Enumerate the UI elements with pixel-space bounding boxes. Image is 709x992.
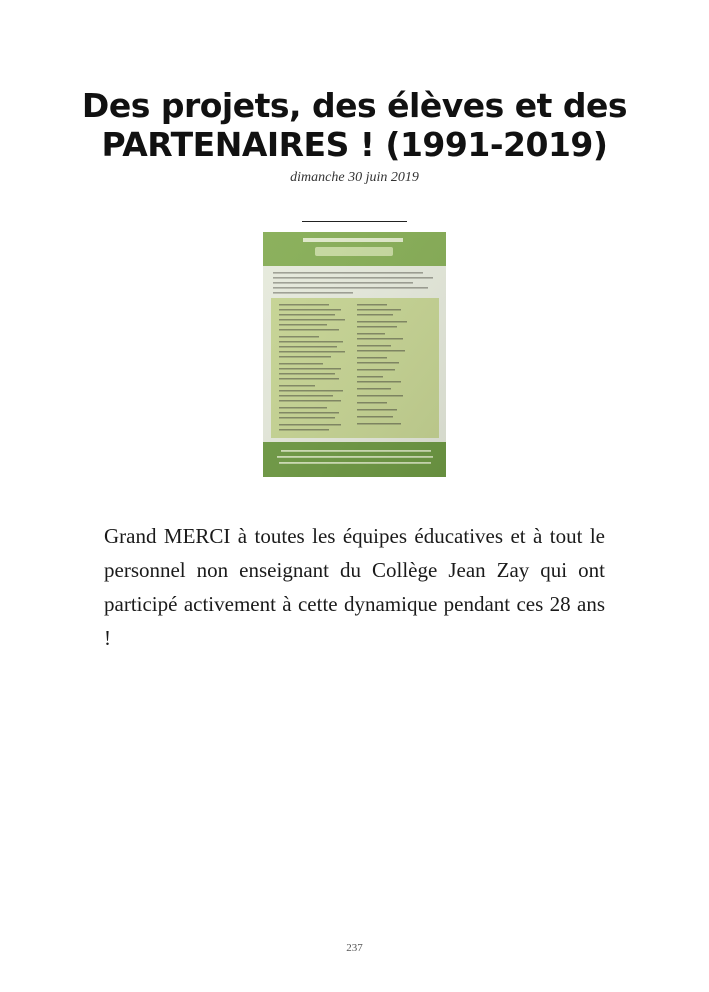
post-date: dimanche 30 juin 2019 — [290, 170, 419, 185]
page-title: Des projets, des élèves et des PARTENAIRES ! (1991-2019) — [81, 86, 628, 164]
page-number: 237 — [346, 942, 363, 954]
poster-photo — [263, 232, 446, 477]
separator-line — [302, 221, 407, 222]
thank-you-paragraph: Grand MERCI à toutes les équipes éducatives et à tout le personnel non enseignant du Collège Jean Zay qui ont participé activement à cette dynamique pendant ces 28 ans ! — [104, 524, 605, 650]
